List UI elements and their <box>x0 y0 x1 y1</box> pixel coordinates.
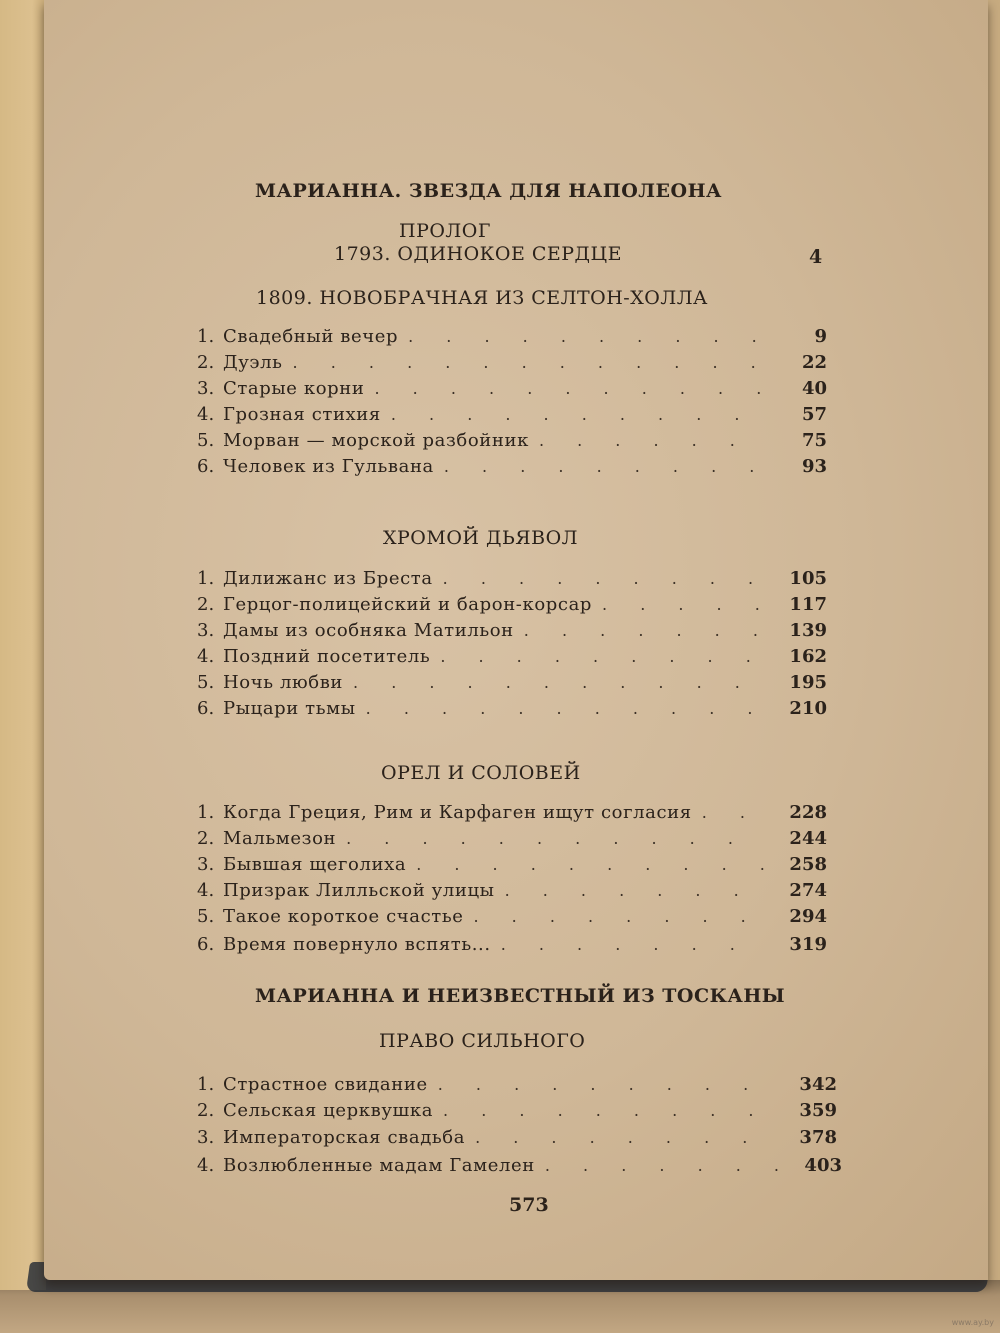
leader-dots <box>505 881 767 900</box>
chapter-title: Грозная стихия <box>223 404 381 425</box>
toc-entry[interactable] <box>197 854 827 878</box>
chapter-number: 3. <box>197 620 215 641</box>
leader-dots <box>443 569 767 588</box>
toc-entry[interactable] <box>197 326 827 350</box>
page-number: 105 <box>789 568 827 589</box>
leader-dots <box>444 457 767 476</box>
page-number: 117 <box>789 594 827 615</box>
page-number: 378 <box>799 1127 837 1148</box>
chapter-number: 2. <box>197 1100 215 1121</box>
prologue-title: 1793. ОДИНОКОЕ СЕРДЦЕ <box>334 243 622 265</box>
toc-entry[interactable] <box>197 1100 837 1124</box>
leader-dots <box>440 647 767 666</box>
chapter-number: 1. <box>197 802 215 823</box>
leader-dots <box>702 803 767 822</box>
leader-dots <box>545 1156 782 1175</box>
leader-dots <box>501 935 767 954</box>
toc-entry[interactable] <box>197 1074 837 1098</box>
page-number: 294 <box>789 906 827 927</box>
chapter-title: Такое короткое счастье <box>223 906 464 927</box>
toc-entry[interactable] <box>197 880 827 904</box>
chapter-number: 1. <box>197 326 215 347</box>
chapter-title: Когда Греция, Рим и Карфаген ищут согласия <box>223 802 692 823</box>
leader-dots <box>375 379 768 398</box>
leader-dots <box>391 405 767 424</box>
prologue-page: 4 <box>809 246 823 268</box>
part-title: ОРЕЛ И СОЛОВЕЙ <box>381 762 581 784</box>
page-number: 403 <box>804 1155 842 1176</box>
chapter-title: Старые корни <box>223 378 365 399</box>
leader-dots <box>366 699 767 718</box>
toc-entry[interactable] <box>197 456 827 480</box>
chapter-title: Время повернуло вспять... <box>223 934 491 955</box>
chapter-title: Бывшая щеголиха <box>223 854 407 875</box>
part-title: 1809. НОВОБРАЧНАЯ ИЗ СЕЛТОН-ХОЛЛА <box>256 287 708 309</box>
watermark: www.ay.by <box>951 1318 994 1327</box>
prologue-label: ПРОЛОГ <box>399 220 491 242</box>
page-number: 228 <box>789 802 827 823</box>
chapter-number: 4. <box>197 646 215 667</box>
toc-entry[interactable] <box>197 802 827 826</box>
chapter-title: Дуэль <box>223 352 283 373</box>
chapter-title: Человек из Гульвана <box>223 456 434 477</box>
page-number: 162 <box>789 646 827 667</box>
chapter-number: 2. <box>197 352 215 373</box>
toc-entry[interactable] <box>197 906 827 930</box>
chapter-title: Ночь любви <box>223 672 344 693</box>
part-title: ХРОМОЙ ДЬЯВОЛ <box>383 527 579 549</box>
table-of-contents <box>44 0 988 1280</box>
leader-dots <box>438 1075 777 1094</box>
toc-entry[interactable] <box>197 352 827 376</box>
leader-dots <box>475 1128 777 1147</box>
page-stack-edge <box>988 0 1000 1280</box>
chapter-number: 1. <box>197 568 215 589</box>
toc-entry[interactable] <box>197 672 827 696</box>
chapter-number: 6. <box>197 934 215 955</box>
chapter-number: 2. <box>197 594 215 615</box>
chapter-title: Свадебный вечер <box>223 326 399 347</box>
page-number: 93 <box>801 456 827 477</box>
chapter-number: 3. <box>197 378 215 399</box>
toc-entry[interactable] <box>197 620 827 644</box>
leader-dots <box>539 431 767 450</box>
page-number: 57 <box>801 404 827 425</box>
toc-entry[interactable] <box>197 378 827 402</box>
chapter-number: 5. <box>197 672 215 693</box>
page-number: 210 <box>789 698 827 719</box>
page-number: 274 <box>789 880 827 901</box>
page-number: 40 <box>801 378 827 399</box>
chapter-title: Призрак Лилльской улицы <box>223 880 495 901</box>
chapter-number: 2. <box>197 828 215 849</box>
chapter-title: Мальмезон <box>223 828 337 849</box>
leader-dots <box>443 1101 777 1120</box>
part-title: ПРАВО СИЛЬНОГО <box>379 1030 586 1052</box>
chapter-number: 4. <box>197 1155 215 1176</box>
page-number: 195 <box>789 672 827 693</box>
leader-dots <box>346 829 767 848</box>
toc-entry[interactable] <box>197 646 827 670</box>
chapter-title: Герцог-полицейский и барон-корсар <box>223 594 593 615</box>
chapter-number: 3. <box>197 854 215 875</box>
leader-dots <box>473 907 767 926</box>
page-number: 9 <box>814 326 827 347</box>
chapter-title: Дамы из особняка Матильон <box>223 620 514 641</box>
facing-page-edge <box>0 0 46 1290</box>
chapter-title: Дилижанс из Бреста <box>223 568 433 589</box>
chapter-title: Морван — морской разбойник <box>223 430 529 451</box>
page-number: 342 <box>799 1074 837 1095</box>
chapter-title: Страстное свидание <box>223 1074 428 1095</box>
page-number: 319 <box>789 934 827 955</box>
leader-dots <box>416 855 767 874</box>
toc-entry[interactable] <box>197 404 827 428</box>
leader-dots <box>602 595 767 614</box>
toc-entry[interactable] <box>197 594 827 618</box>
chapter-number: 4. <box>197 880 215 901</box>
page-number: 22 <box>801 352 827 373</box>
chapter-number: 5. <box>197 430 215 451</box>
page-number: 244 <box>789 828 827 849</box>
leader-dots <box>524 621 767 640</box>
leader-dots <box>408 327 767 346</box>
leader-dots <box>293 353 767 372</box>
toc-entry[interactable] <box>197 698 827 722</box>
chapter-number: 6. <box>197 456 215 477</box>
chapter-title: Рыцари тьмы <box>223 698 356 719</box>
toc-entry[interactable] <box>197 934 827 958</box>
book2-title: МАРИАННА И НЕИЗВЕСТНЫЙ ИЗ ТОСКАНЫ <box>255 985 786 1007</box>
chapter-title: Императорская свадьба <box>223 1127 466 1148</box>
toc-entry[interactable] <box>197 430 827 454</box>
chapter-number: 5. <box>197 906 215 927</box>
toc-entry[interactable] <box>197 568 827 592</box>
page-number: 139 <box>789 620 827 641</box>
chapter-number: 4. <box>197 404 215 425</box>
page-number: 258 <box>789 854 827 875</box>
chapter-title: Поздний посетитель <box>223 646 431 667</box>
chapter-number: 1. <box>197 1074 215 1095</box>
chapter-title: Сельская церквушка <box>223 1100 434 1121</box>
chapter-title: Возлюбленные мадам Гамелен <box>223 1155 535 1176</box>
toc-entry[interactable] <box>197 828 827 852</box>
page-number: 75 <box>801 430 827 451</box>
toc-entry[interactable] <box>197 1127 837 1151</box>
book-page <box>44 0 988 1280</box>
book-title: МАРИАННА. ЗВЕЗДА ДЛЯ НАПОЛЕОНА <box>255 180 723 202</box>
toc-entry[interactable] <box>197 1155 842 1179</box>
leader-dots <box>353 673 767 692</box>
folio-page-number: 573 <box>509 1194 549 1216</box>
chapter-number: 6. <box>197 698 215 719</box>
chapter-number: 3. <box>197 1127 215 1148</box>
page-number: 359 <box>799 1100 837 1121</box>
